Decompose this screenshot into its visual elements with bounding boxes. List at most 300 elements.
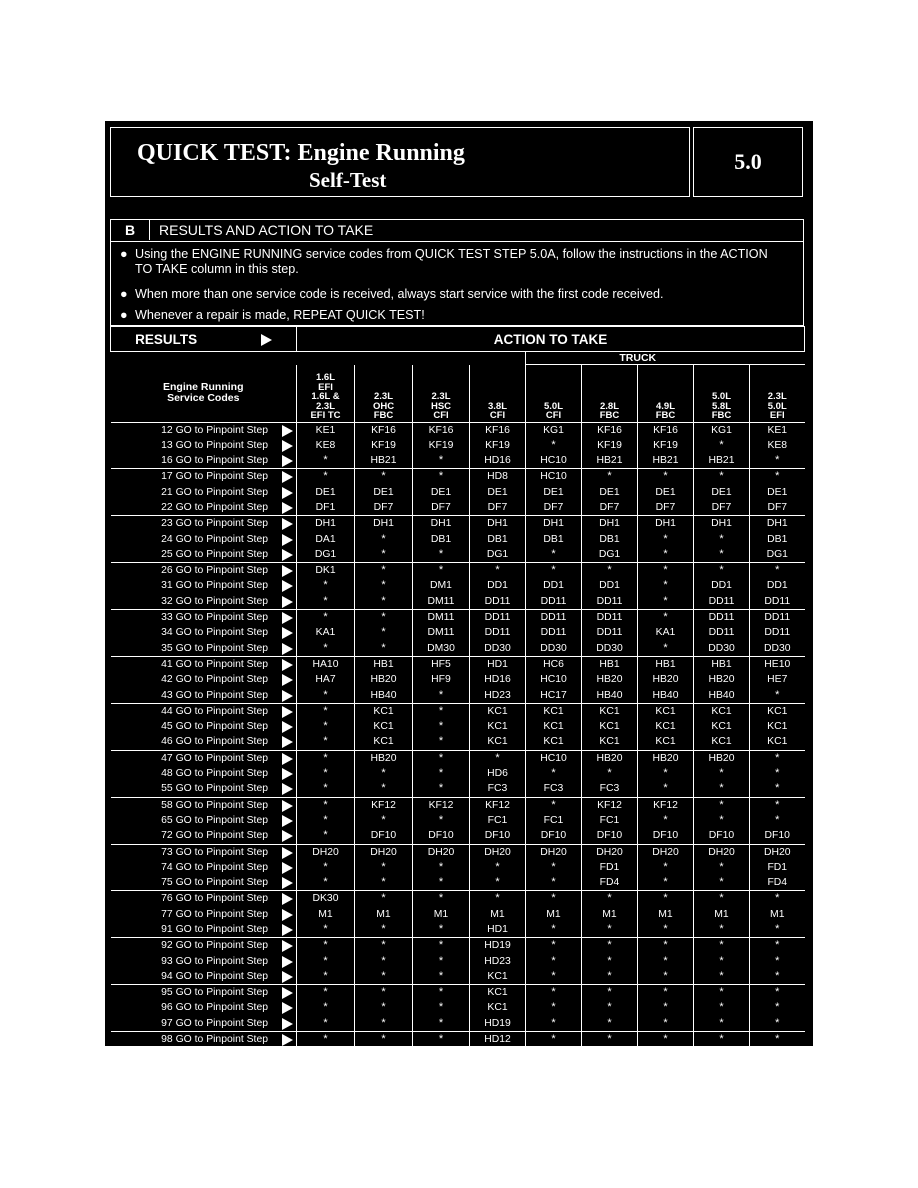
action-cell: * (355, 938, 413, 954)
action-cell: DD30 (526, 641, 582, 657)
engine-column-header: 2.3L OHC FBC (355, 365, 413, 423)
service-code-cell (111, 766, 297, 781)
action-cell: * (470, 875, 526, 891)
action-cell: * (694, 969, 750, 985)
action-cell: FC3 (582, 781, 638, 797)
action-cell: M1 (638, 907, 694, 922)
instructions (110, 242, 804, 326)
arrow-right-icon (282, 565, 293, 577)
action-cell: KC1 (582, 719, 638, 734)
action-cell: DH20 (355, 844, 413, 860)
service-code-text: 34 GO to Pinpoint Step (161, 627, 268, 639)
action-cell: KC1 (526, 703, 582, 719)
action-cell: FC3 (470, 781, 526, 797)
action-cell: HD23 (470, 954, 526, 969)
engine-column-header: 2.3L HSC CFI (413, 365, 470, 423)
service-code-text: 92 GO to Pinpoint Step (161, 940, 268, 952)
table-row (111, 875, 805, 891)
arrow-right-icon (282, 753, 293, 765)
action-cell: HD1 (470, 922, 526, 938)
action-cell: HD23 (470, 688, 526, 704)
action-cell: * (750, 453, 805, 469)
action-cell: DM30 (413, 641, 470, 657)
table-row (111, 734, 805, 750)
action-cell: DG1 (297, 547, 355, 563)
arrow-right-icon (282, 596, 293, 608)
action-cell: * (582, 1032, 638, 1048)
table-row (111, 985, 805, 1001)
action-cell: * (413, 922, 470, 938)
action-cell: KF19 (413, 438, 470, 453)
action-cell: * (413, 875, 470, 891)
action-cell: * (413, 766, 470, 781)
action-cell: * (470, 563, 526, 579)
action-cell: * (750, 969, 805, 985)
action-cell: KF16 (582, 422, 638, 438)
action-cell: DE1 (638, 485, 694, 500)
action-cell: * (413, 469, 470, 485)
action-cell: DG1 (750, 547, 805, 563)
action-cell: * (413, 453, 470, 469)
action-cell: KC1 (638, 734, 694, 750)
action-cell: DD11 (470, 610, 526, 626)
arrow-right-icon (282, 1002, 293, 1014)
action-cell: KF16 (470, 422, 526, 438)
action-cell: M1 (750, 907, 805, 922)
table-row (111, 453, 805, 469)
action-cell: * (355, 625, 413, 640)
service-code-cell (111, 875, 297, 891)
table-row (111, 532, 805, 547)
action-cell: DD1 (694, 578, 750, 593)
action-cell: * (750, 1016, 805, 1032)
action-cell: * (526, 969, 582, 985)
table-row (111, 563, 805, 579)
table-row (111, 688, 805, 704)
action-cell: DD11 (526, 594, 582, 610)
arrow-right-icon (282, 455, 293, 467)
arrow-right-icon (261, 334, 272, 346)
service-code-text: 46 GO to Pinpoint Step (161, 736, 268, 748)
service-code-cell (111, 797, 297, 813)
arrow-right-icon (282, 862, 293, 874)
action-cell: FC1 (470, 813, 526, 828)
action-cell: FD4 (750, 875, 805, 891)
action-cell: KC1 (750, 703, 805, 719)
footer-left: No Codes/Code Not Listed (111, 1048, 297, 1062)
table-row (111, 656, 805, 672)
action-cell: M1 (470, 907, 526, 922)
action-cell: KC1 (355, 703, 413, 719)
action-cell: * (297, 641, 355, 657)
table-row (111, 938, 805, 954)
action-cell: * (297, 985, 355, 1001)
action-cell: * (694, 891, 750, 907)
service-code-text: 55 GO to Pinpoint Step (161, 783, 268, 795)
action-cell: * (413, 813, 470, 828)
action-cell: * (750, 938, 805, 954)
engine-column-header: 4.9L FBC (638, 365, 694, 423)
action-cell: HB20 (638, 672, 694, 687)
action-cell: KC1 (526, 719, 582, 734)
action-cell: * (297, 578, 355, 593)
action-cell: DF10 (638, 828, 694, 844)
action-cell: FD1 (750, 860, 805, 875)
table-row (111, 547, 805, 563)
action-cell: * (413, 688, 470, 704)
action-cell: * (355, 781, 413, 797)
action-cell: * (750, 750, 805, 766)
action-cell: M1 (413, 907, 470, 922)
action-cell: HD16 (470, 672, 526, 687)
service-code-cell (111, 516, 297, 532)
action-cell: KE1 (750, 422, 805, 438)
action-cell: * (413, 750, 470, 766)
action-cell: * (694, 797, 750, 813)
action-cell: M1 (297, 907, 355, 922)
instruction-text: Using the ENGINE RUNNING service codes from QUICK TEST STEP 5.0A, follow the instructions in the ACTION TO TAKE column in this step. (135, 247, 768, 276)
action-cell: DF7 (355, 500, 413, 516)
action-cell: * (526, 766, 582, 781)
action-cell: * (638, 1016, 694, 1032)
action-cell: * (750, 985, 805, 1001)
arrow-right-icon (282, 659, 293, 671)
action-cell: HB20 (694, 750, 750, 766)
action-cell: DK30 (297, 891, 355, 907)
action-cell: * (355, 954, 413, 969)
action-cell: KC1 (470, 969, 526, 985)
action-cell: DF7 (526, 500, 582, 516)
action-cell: DH20 (582, 844, 638, 860)
service-code-cell (111, 891, 297, 907)
quick-test-sheet (105, 121, 813, 1061)
action-cell: HB20 (355, 672, 413, 687)
arrow-right-icon (282, 893, 293, 905)
arrow-right-icon (282, 706, 293, 718)
action-cell: * (694, 563, 750, 579)
action-cell: DB1 (750, 532, 805, 547)
action-cell: DD11 (582, 594, 638, 610)
action-cell: KE1 (297, 422, 355, 438)
action-cell: HB1 (694, 656, 750, 672)
action-cell: * (526, 922, 582, 938)
arrow-right-icon (282, 643, 293, 655)
action-cell: HD12 (470, 1032, 526, 1048)
action-cell: HB1 (355, 656, 413, 672)
action-cell: HC10 (526, 672, 582, 687)
service-code-text: 17 GO to Pinpoint Step (161, 471, 268, 483)
action-cell: KF16 (638, 422, 694, 438)
action-cell: * (297, 797, 355, 813)
action-cell: * (638, 860, 694, 875)
action-cell: * (413, 860, 470, 875)
action-cell: DH20 (413, 844, 470, 860)
action-cell: * (694, 985, 750, 1001)
service-code-cell (111, 547, 297, 563)
service-code-text: 24 GO to Pinpoint Step (161, 533, 268, 545)
action-cell: * (750, 563, 805, 579)
action-cell: * (297, 1016, 355, 1032)
blank-cell (297, 352, 526, 365)
action-cell: KF12 (582, 797, 638, 813)
action-cell: * (297, 813, 355, 828)
step-number-box (693, 127, 803, 197)
table-row (111, 860, 805, 875)
action-cell: DD11 (750, 625, 805, 640)
action-cell: DF7 (470, 500, 526, 516)
action-cell: * (750, 469, 805, 485)
action-cell: HC10 (526, 750, 582, 766)
arrow-right-icon (282, 612, 293, 624)
action-cell: * (355, 1000, 413, 1015)
arrow-right-icon (282, 627, 293, 639)
action-cell: HB1 (638, 656, 694, 672)
action-cell: KC1 (470, 1000, 526, 1015)
table-row (111, 954, 805, 969)
action-cell: * (470, 891, 526, 907)
action-cell: DH1 (297, 516, 355, 532)
action-cell: DB1 (582, 532, 638, 547)
action-cell: KG1 (526, 422, 582, 438)
service-code-cell (111, 1000, 297, 1015)
action-cell: KF19 (582, 438, 638, 453)
action-cell: FC1 (582, 813, 638, 828)
action-cell: KE8 (297, 438, 355, 453)
action-cell: * (526, 797, 582, 813)
service-code-text: 77 GO to Pinpoint Step (161, 908, 268, 920)
title-box (110, 127, 690, 197)
service-code-text: 21 GO to Pinpoint Step (161, 486, 268, 498)
table-row (111, 813, 805, 828)
service-code-cell (111, 532, 297, 547)
action-cell: HB20 (582, 750, 638, 766)
table-row (111, 1032, 805, 1048)
arrow-right-icon (282, 736, 293, 748)
action-cell: KA1 (297, 625, 355, 640)
arrow-right-icon (282, 690, 293, 702)
action-cell: KC1 (470, 985, 526, 1001)
column-headers (111, 365, 805, 423)
table-row (111, 1000, 805, 1015)
action-cell: DF7 (750, 500, 805, 516)
action-cell: DG1 (582, 547, 638, 563)
table-row (111, 1016, 805, 1032)
action-cell: HD19 (470, 1016, 526, 1032)
action-cell: KC1 (694, 734, 750, 750)
action-cell: KA1 (638, 625, 694, 640)
service-code-cell (111, 688, 297, 704)
action-cell: DE1 (694, 485, 750, 500)
action-cell: DD1 (526, 578, 582, 593)
action-cell: * (297, 469, 355, 485)
instruction-item (120, 247, 783, 277)
action-cell: * (413, 781, 470, 797)
action-cell: DH1 (750, 516, 805, 532)
action-cell: DD30 (582, 641, 638, 657)
action-cell: * (638, 875, 694, 891)
table-row (111, 703, 805, 719)
action-cell: * (297, 1000, 355, 1015)
service-code-cell (111, 422, 297, 438)
action-cell: * (297, 1032, 355, 1048)
service-code-cell (111, 438, 297, 453)
action-cell: * (526, 985, 582, 1001)
table-row (111, 485, 805, 500)
action-cell: DD11 (694, 594, 750, 610)
action-cell: * (297, 734, 355, 750)
table-row (111, 610, 805, 626)
service-code-cell (111, 625, 297, 640)
action-cell: * (694, 860, 750, 875)
action-cell: * (413, 1000, 470, 1015)
arrow-right-icon (282, 674, 293, 686)
service-code-text: 75 GO to Pinpoint Step (161, 877, 268, 889)
service-code-text: 22 GO to Pinpoint Step (161, 501, 268, 513)
action-cell: DM11 (413, 625, 470, 640)
action-cell: KF16 (355, 422, 413, 438)
service-code-text: 98 GO to Pinpoint Step (161, 1034, 268, 1046)
action-cell: * (355, 891, 413, 907)
action-cell: KF19 (638, 438, 694, 453)
action-cell: DK1 (297, 563, 355, 579)
action-cell: * (413, 891, 470, 907)
table-row (111, 594, 805, 610)
action-cell: KC1 (470, 703, 526, 719)
service-code-cell (111, 828, 297, 844)
service-code-cell (111, 922, 297, 938)
action-cell: * (526, 860, 582, 875)
action-cell: HB21 (582, 453, 638, 469)
action-cell: * (526, 1032, 582, 1048)
action-cell: FC1 (526, 813, 582, 828)
action-cell: FD4 (582, 875, 638, 891)
action-cell: * (297, 954, 355, 969)
action-cell: KC1 (694, 719, 750, 734)
service-code-text: 45 GO to Pinpoint Step (161, 721, 268, 733)
action-cell: * (355, 532, 413, 547)
action-cell: DF1 (297, 500, 355, 516)
table-row (111, 907, 805, 922)
bullet-dot-icon: ● (120, 247, 128, 261)
action-cell: * (582, 469, 638, 485)
action-cell: * (638, 938, 694, 954)
action-cell: DD11 (694, 610, 750, 626)
engine-column-header: 1.6L EFI 1.6L & 2.3L EFI TC (297, 365, 355, 423)
action-cell: * (582, 969, 638, 985)
action-cell: DH20 (638, 844, 694, 860)
service-code-text: 33 GO to Pinpoint Step (161, 612, 268, 624)
service-code-text: 32 GO to Pinpoint Step (161, 595, 268, 607)
table-row (111, 844, 805, 860)
service-code-table (110, 326, 805, 1062)
action-cell: * (638, 891, 694, 907)
service-code-cell (111, 641, 297, 657)
engine-column-header: 2.8L FBC (582, 365, 638, 423)
action-cell: DF10 (470, 828, 526, 844)
results-header (111, 327, 297, 352)
service-code-cell (111, 563, 297, 579)
action-header: ACTION TO TAKE (297, 327, 805, 352)
action-cell: DD30 (694, 641, 750, 657)
service-code-cell (111, 1032, 297, 1048)
arrow-right-icon (282, 987, 293, 999)
service-code-text: 97 GO to Pinpoint Step (161, 1017, 268, 1029)
action-cell: * (582, 938, 638, 954)
action-cell: DD11 (526, 610, 582, 626)
action-cell: DD30 (470, 641, 526, 657)
action-cell: * (694, 1016, 750, 1032)
action-cell: * (750, 766, 805, 781)
service-code-cell (111, 954, 297, 969)
action-cell: KC1 (694, 703, 750, 719)
section-title: RESULTS AND ACTION TO TAKE (159, 222, 374, 238)
action-cell: DH1 (413, 516, 470, 532)
arrow-right-icon (282, 1018, 293, 1030)
action-cell: DH20 (297, 844, 355, 860)
action-cell: KF12 (355, 797, 413, 813)
action-cell: DH1 (526, 516, 582, 532)
action-cell: M1 (355, 907, 413, 922)
action-cell: * (297, 766, 355, 781)
action-cell: DM11 (413, 594, 470, 610)
action-cell: DF10 (413, 828, 470, 844)
service-code-cell (111, 610, 297, 626)
action-cell: DH1 (638, 516, 694, 532)
engine-column-header: 5.0L 5.8L FBC (694, 365, 750, 423)
action-cell: KE8 (750, 438, 805, 453)
action-cell: * (694, 938, 750, 954)
action-cell: DF10 (526, 828, 582, 844)
action-cell: * (526, 1016, 582, 1032)
action-cell: DH1 (582, 516, 638, 532)
action-cell: DH20 (750, 844, 805, 860)
arrow-right-icon (282, 783, 293, 795)
action-cell: HC10 (526, 453, 582, 469)
action-cell: * (694, 469, 750, 485)
action-cell: * (638, 1000, 694, 1015)
action-cell: * (694, 781, 750, 797)
arrow-right-icon (282, 909, 293, 921)
action-cell: HA10 (297, 656, 355, 672)
action-cell: DH1 (470, 516, 526, 532)
instruction-text: Whenever a repair is made, REPEAT QUICK TEST! (135, 308, 425, 322)
action-cell: * (582, 985, 638, 1001)
action-cell: DF7 (582, 500, 638, 516)
action-cell: * (297, 828, 355, 844)
table-row (111, 922, 805, 938)
action-cell: DF7 (413, 500, 470, 516)
action-cell: KF16 (413, 422, 470, 438)
action-cell: * (582, 766, 638, 781)
service-code-text: 95 GO to Pinpoint Step (161, 987, 268, 999)
action-cell: * (582, 891, 638, 907)
action-cell: KC1 (750, 734, 805, 750)
service-code-cell (111, 1016, 297, 1032)
action-cell: * (694, 954, 750, 969)
service-code-table-wrap (110, 326, 804, 1062)
action-cell: * (297, 688, 355, 704)
action-cell: * (694, 1000, 750, 1015)
action-cell: * (750, 781, 805, 797)
arrow-right-icon (282, 971, 293, 983)
action-cell: DE1 (750, 485, 805, 500)
action-cell: M1 (582, 907, 638, 922)
action-cell: HC6 (526, 656, 582, 672)
table-row (111, 422, 805, 438)
action-cell: * (638, 532, 694, 547)
action-cell: HD8 (470, 469, 526, 485)
action-cell: HB20 (582, 672, 638, 687)
